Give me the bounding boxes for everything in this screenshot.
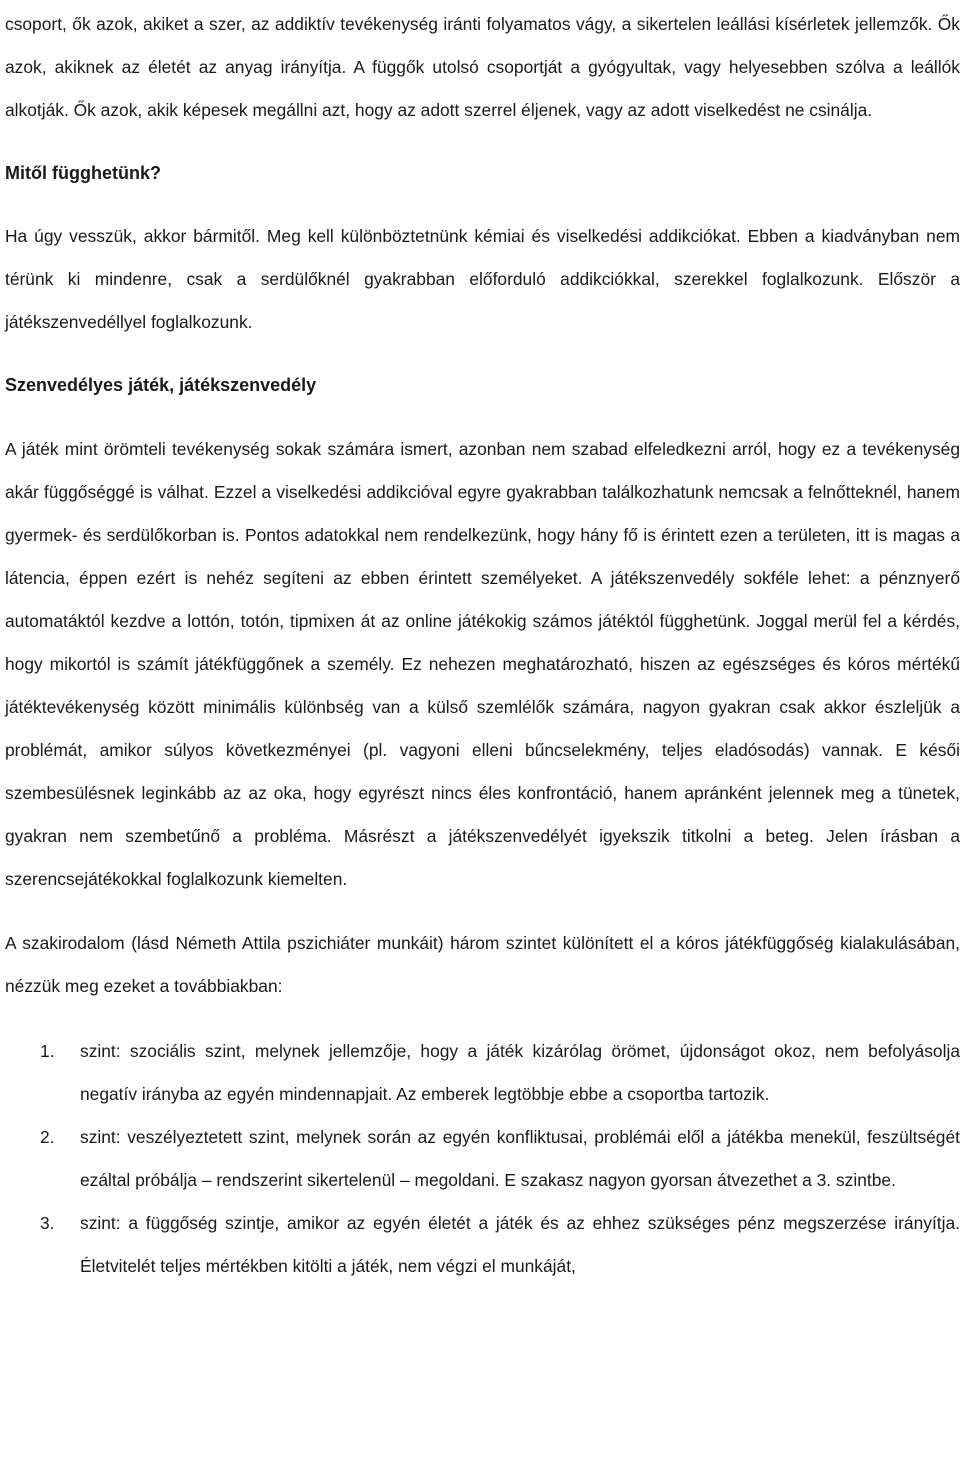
list-item-number: 2.	[40, 1127, 55, 1147]
section-heading-what-can-we-depend-on: Mitől függhetünk?	[5, 163, 161, 183]
paragraph-gambling-description: A játék mint örömteli tevékenység sokak számára ismert, azonban nem szabad elfeledkezni arról, hogy ez a tevékenység akár függőséggé is válhat. Ezzel a viselkedési addikcióval egyre gyakrabban találkozhatunk nemcsak a felnőtteknél, hanem gyermek- és serdülőkorban is. Pontos adatokkal nem rendelkezünk, hogy hány fő is érintett ezen a területen, itt is magas a látencia, éppen ezért is nehéz segíteni az ebben érintett személyeket. A játékszenvedély sokféle lehet: a pénznyerő automatáktól kezdve a lottón, totón, tipmixen át az online játékokig számos játéktól függhetünk. Joggal merül fel a kérdés, hogy mikortól is számít játékfüggőnek a személy. Ez nehezen meghatározható, hiszen az egészséges és kóros mértékű játéktevékenység között minimális különbség van a külső szemlélők számára, nagyon gyakran csak akkor észleljük a problémát, amikor súlyos következményei (pl. vagyoni elleni bűncselekmény, teljes eladósodás) vannak. E késői szembesülésnek leginkább az az oka, hogy egyrészt nincs éles konfrontáció, hanem apránként jelennek meg a tünetek, gyakran nem szembetűnő a probléma. Másrészt a játékszenvedélyét igyekszik titkolni a beteg. Jelen írásban a szerencsejátékokkal foglalkozunk kiemelten.	[5, 439, 960, 889]
list-item	[5, 1116, 960, 1202]
list-item-number: 1.	[40, 1041, 55, 1061]
paragraph-three-levels-intro: A szakirodalom (lásd Németh Attila pszichiáter munkáit) három szintet különített el a kóros játékfüggőség kialakulásában, nézzük meg ezeket a továbbiakban:	[5, 933, 960, 996]
section-heading-gambling-addiction: Szenvedélyes játék, játékszenvedély	[5, 375, 317, 395]
list-item-text: szint: veszélyeztetett szint, melynek során az egyén konfliktusai, problémái elől a játékba menekül, feszültségét ezáltal próbálja – rendszerint sikertelenül – megoldani. E szakasz nagyon gyorsan átvezethet a 3. szintbe.	[80, 1127, 960, 1190]
intro-paragraph: csoport, ők azok, akiket a szer, az addiktív tevékenység iránti folyamatos vágy, a sikertelen leállási kísérletek jellemzők. Ők azok, akiknek az életét az anyag irányítja. A függők utolsó csoportját a gyógyultak, vagy helyesebben szólva a leállók alkotják. Ők azok, akik képesek megállni azt, hogy az adott szerrel éljenek, vagy az adott viselkedést ne csinálja.	[5, 14, 960, 120]
list-item	[5, 1202, 960, 1288]
document-page	[5, 0, 960, 1288]
list-item	[5, 1030, 960, 1116]
addiction-levels-list	[5, 1030, 960, 1288]
list-item-text: szint: a függőség szintje, amikor az egyén életét a játék és az ehhez szükséges pénz megszerzése irányítja. Életvitelét teljes mértékben kitölti a játék, nem végzi el munkáját,	[80, 1213, 960, 1276]
paragraph-addictions-overview: Ha úgy vesszük, akkor bármitől. Meg kell különböztetnünk kémiai és viselkedési addikciókat. Ebben a kiadványban nem térünk ki mindenre, csak a serdülőknél gyakrabban előforduló addikciókkal, szerekkel foglalkozunk. Először a játékszenvedéllyel foglalkozunk.	[5, 226, 960, 332]
list-item-text: szint: szociális szint, melynek jellemzője, hogy a játék kizárólag örömet, újdonságot okoz, nem befolyásolja negatív irányba az egyén mindennapjait. Az emberek legtöbbje ebbe a csoportba tartozik.	[80, 1041, 960, 1104]
list-item-number: 3.	[40, 1213, 55, 1233]
